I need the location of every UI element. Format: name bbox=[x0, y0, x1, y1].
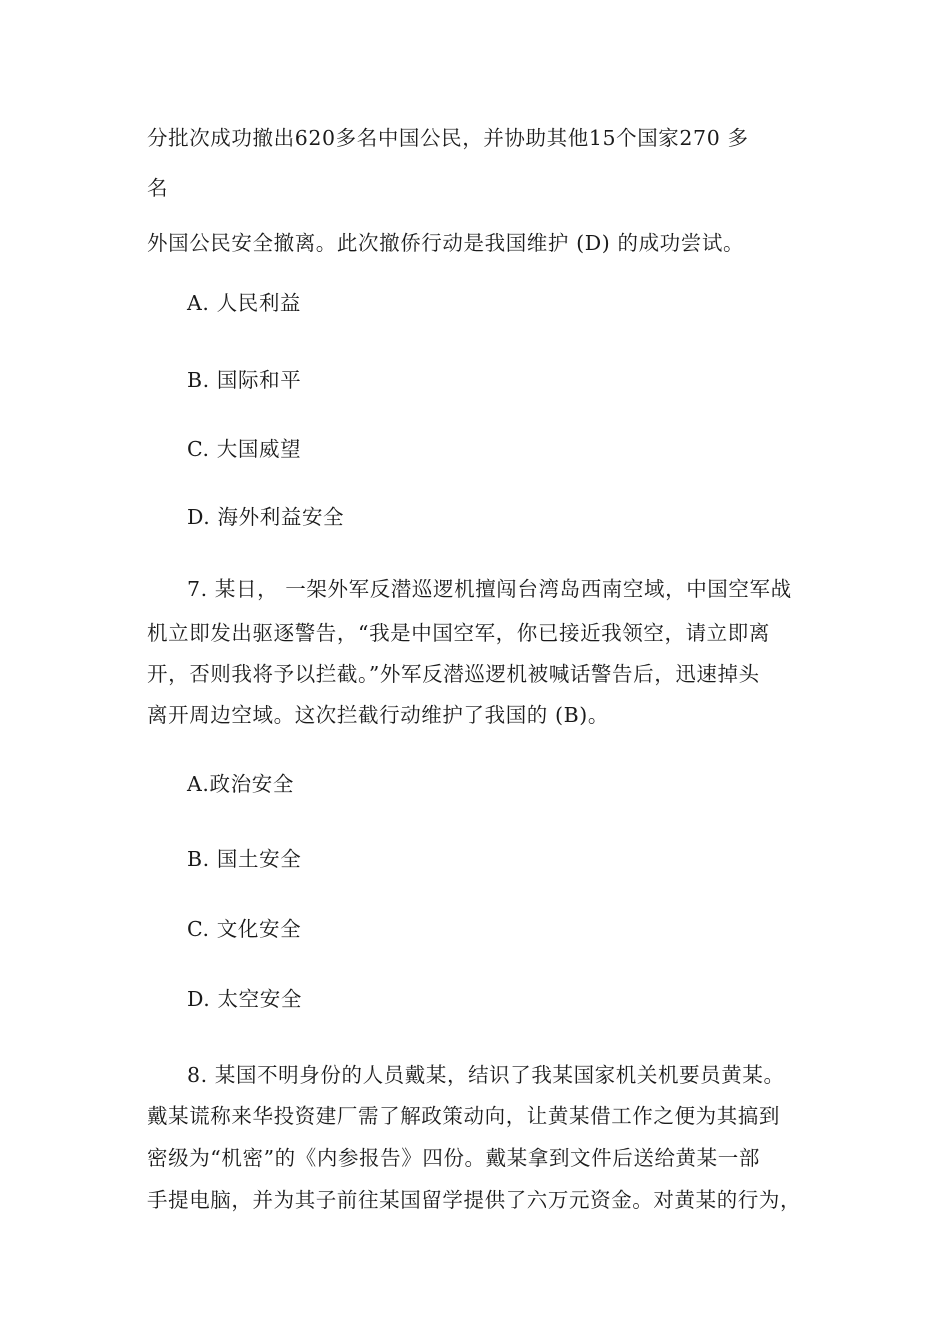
q7-option-b: B. 国土安全 bbox=[187, 847, 302, 871]
q7-stem-line-1: 7. 某日， 一架外军反潜巡逻机擅闯台湾岛西南空域，中国空军战 bbox=[187, 577, 792, 601]
q7-option-d: D. 太空安全 bbox=[187, 987, 302, 1011]
q8-stem-line-4: 手提电脑，并为其子前往某国留学提供了六万元资金。对黄某的行为， bbox=[147, 1188, 802, 1212]
q6-option-d: D. 海外利益安全 bbox=[187, 505, 345, 529]
q7-stem-line-2: 机立即发出驱逐警告，“我是中国空军，你已接近我领空，请立即离 bbox=[147, 621, 770, 645]
q7-option-a: A.政治安全 bbox=[187, 772, 294, 796]
q7-option-c: C. 文化安全 bbox=[187, 917, 302, 941]
q8-stem-line-1: 8. 某国不明身份的人员戴某，结识了我某国家机关机要员黄某。 bbox=[187, 1063, 785, 1087]
q6-stem-line-3: 外国公民安全撤离。此次撤侨行动是我国维护 (D) 的成功尝试。 bbox=[147, 231, 745, 255]
q7-stem-line-3: 开，否则我将予以拦截。”外军反潜巡逻机被喊话警告后，迅速掉头 bbox=[147, 662, 760, 686]
q6-option-a: A. 人民利益 bbox=[187, 291, 302, 315]
q6-stem-line-1: 分批次成功撤出620多名中国公民，并协助其他15个国家270 多 bbox=[147, 126, 749, 150]
q6-option-c: C. 大国威望 bbox=[187, 437, 302, 461]
q6-option-b: B. 国际和平 bbox=[187, 368, 302, 392]
q6-stem-line-2: 名 bbox=[147, 176, 169, 200]
q7-stem-line-4: 离开周边空域。这次拦截行动维护了我国的 (B)。 bbox=[147, 703, 609, 727]
q8-stem-line-3: 密级为“机密”的《内参报告》四份。戴某拿到文件后送给黄某一部 bbox=[147, 1146, 760, 1170]
q8-stem-line-2: 戴某谎称来华投资建厂需了解政策动向，让黄某借工作之便为其搞到 bbox=[147, 1104, 780, 1128]
